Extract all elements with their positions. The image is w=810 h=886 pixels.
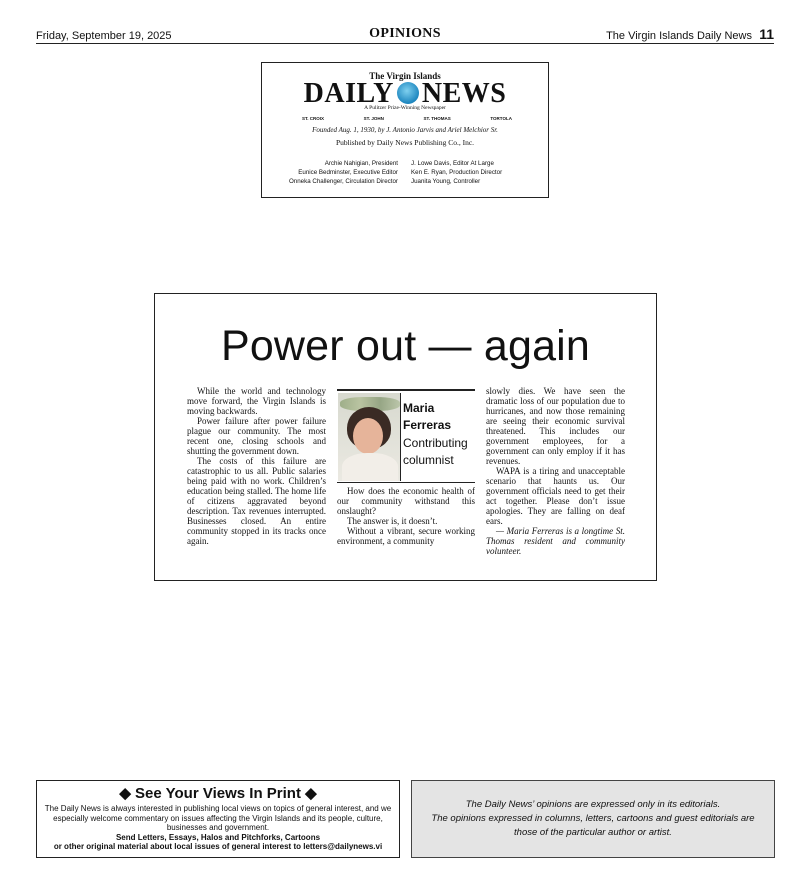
section-title: OPINIONS (369, 26, 441, 41)
author-last-name: Ferreras (403, 418, 452, 432)
article-column-1 (187, 386, 326, 546)
author-photo (338, 393, 401, 481)
island-label: TORTOLA (490, 116, 512, 121)
author-role-line: Contributing (403, 436, 468, 450)
article-paragraph: slowly dies. We have seen the dramatic loss of our population due to hurricanes, and now those remaining are seeing their economic survival threatened. This includes our government employees, for a government can only employ if it has revenues. (486, 386, 625, 466)
author-role-line: columnist (403, 453, 454, 467)
views-body: The Daily News is always interested in publishing local views on topics of general interest, and we especially welcome commentary on issues affecting the Virgin Islands and its people, culture, businesses and government. (44, 804, 392, 832)
diamond-icon: ◆ (119, 785, 131, 802)
staff-entry: Ken E. Ryan, Production Director (411, 169, 503, 176)
article-paragraph: WAPA is a tiring and unacceptable scenario that haunts us. Our government officials need to get their act together. Please don’t issue apologies. They are falling on deaf ears. (486, 466, 625, 526)
masthead-founded: Founded Aug. 1, 1930, by J. Antonio Jarvis and Ariel Melchior Sr. (312, 126, 498, 134)
staff-entry: Onneka Challenger, Circulation Director (288, 178, 398, 185)
masthead-publisher: Published by Daily News Publishing Co., Inc. (335, 138, 475, 147)
author-role (403, 435, 475, 469)
staff-list-left (289, 159, 398, 186)
staff-list-right (411, 159, 502, 186)
island-label: ST. JOHN (363, 116, 384, 121)
masthead-title-left: DAILY (303, 78, 394, 109)
author-first-name: Maria (403, 401, 435, 415)
article-column-3 (486, 386, 625, 556)
masthead (261, 62, 549, 198)
article-paragraph: While the world and technology move forward, the Virgin Islands is moving backwards. (187, 386, 326, 416)
masthead-title-right: NEWS (421, 78, 507, 109)
opinion-article (154, 293, 657, 581)
views-title (37, 784, 399, 802)
island-label: ST. CROIX (302, 116, 325, 121)
globe-icon (397, 82, 419, 104)
article-paragraph: How does the economic health of our community withstand this onslaught? (337, 486, 475, 516)
staff-entry: J. Lowe Davis, Editor At Large (411, 160, 494, 167)
page-header (36, 26, 774, 44)
island-label: ST. THOMAS (423, 116, 451, 121)
diamond-icon: ◆ (305, 785, 317, 802)
views-send-line: Send Letters, Essays, Halos and Pitchforks, Cartoons (115, 832, 321, 842)
opinion-disclaimer (411, 780, 775, 858)
masthead-islands (302, 116, 512, 121)
author-signature: — Maria Ferreras is a longtime St. Thomas resident and community volunteer. (486, 526, 625, 556)
staff-entry: Archie Nahigian, President (324, 160, 398, 167)
views-send-line: or other original material about local issues of general interest to letters@dailynews.vi (53, 842, 383, 851)
staff-entry: Eunice Bedminster, Executive Editor (298, 169, 398, 176)
article-paragraph: Power failure after power failure plague our community. The most recent one, closing schools and shutting the government down. (187, 416, 326, 456)
disclaimer-line: The Daily News’ opinions are expressed only in its editorials. (465, 799, 721, 810)
article-paragraph: Without a vibrant, secure working environment, a community (337, 526, 475, 546)
staff-entry: Juanita Young, Controller (411, 178, 481, 185)
issue-date: Friday, September 19, 2025 (36, 30, 172, 42)
article-column-2 (337, 486, 475, 546)
paper-name: The Virgin Islands Daily News (606, 30, 752, 42)
masthead-subtitle: The Virgin Islands (369, 71, 441, 81)
article-paragraph: The costs of this failure are catastrophic to us all. Public salaries being paid with no work. Children’s education being stalled. The home life of citizens aggravated beyond description. Tax revenues interrupted. Businesses closed. An entire community stopped in its tracks once again. (187, 456, 326, 546)
article-headline: Power out — again (220, 322, 591, 370)
author-name (403, 400, 473, 434)
views-title-text: See Your Views In Print (135, 785, 301, 802)
page-number: 11 (759, 26, 774, 42)
article-paragraph: The answer is, it doesn’t. (347, 516, 438, 526)
masthead-tagline: A Pulitzer Prize-Winning Newspaper (364, 105, 446, 111)
disclaimer-line: The opinions expressed in columns, letters, cartoons and guest editorials are those of the particular author or artist. (431, 813, 755, 838)
author-block (337, 389, 475, 483)
views-in-print-box (36, 780, 400, 858)
